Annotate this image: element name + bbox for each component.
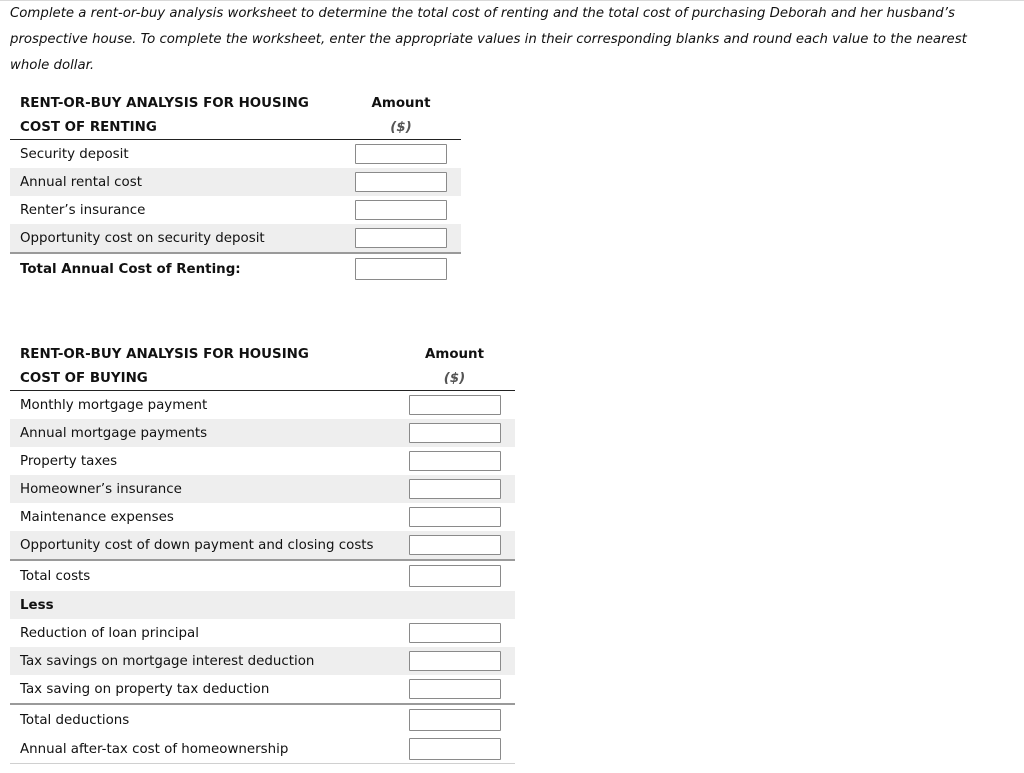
total-deductions-input[interactable] <box>409 709 501 731</box>
less-row <box>10 591 515 619</box>
renting-subheader-row <box>10 115 461 140</box>
buying-subheader-row <box>10 366 515 391</box>
renting-amount-header: Amount <box>371 95 431 111</box>
annual-rental-cost-input[interactable] <box>355 172 447 192</box>
buying-worksheet <box>10 342 515 764</box>
monthly-mortgage-payment-input[interactable] <box>409 395 501 415</box>
opportunity-cost-security-deposit-input[interactable] <box>355 228 447 248</box>
row-label: Renter’s insurance <box>20 202 146 218</box>
tax-savings-mortgage-interest-input[interactable] <box>409 651 501 671</box>
table-row <box>10 419 515 447</box>
annual-mortgage-payments-input[interactable] <box>409 423 501 443</box>
row-label: Tax saving on property tax deduction <box>20 681 270 697</box>
total-costs-label: Total costs <box>10 560 394 591</box>
security-deposit-input[interactable] <box>355 144 447 164</box>
table-row <box>10 503 515 531</box>
renting-unit-header: ($) <box>341 115 461 140</box>
maintenance-expenses-input[interactable] <box>409 507 501 527</box>
buying-subtitle: COST OF BUYING <box>10 366 394 391</box>
renting-subtitle: COST OF RENTING <box>10 115 341 140</box>
property-taxes-input[interactable] <box>409 451 501 471</box>
renters-insurance-input[interactable] <box>355 200 447 220</box>
table-row <box>10 140 461 169</box>
row-label: Opportunity cost of down payment and closing costs <box>10 531 394 560</box>
renting-total-label: Total Annual Cost of Renting: <box>10 253 341 284</box>
row-label: Annual rental cost <box>10 168 341 196</box>
renting-header-row <box>10 91 461 115</box>
total-costs-row <box>10 560 515 591</box>
homeowners-insurance-input[interactable] <box>409 479 501 499</box>
total-deductions-label: Total deductions <box>10 704 394 735</box>
after-tax-cost-label: Annual after-tax cost of homeownership <box>10 735 394 764</box>
table-row <box>10 675 515 704</box>
row-label: Tax savings on mortgage interest deduction <box>10 647 394 675</box>
after-tax-cost-row <box>10 735 515 764</box>
row-label: Monthly mortgage payment <box>20 397 208 413</box>
table-row <box>10 168 461 196</box>
table-row <box>10 196 461 224</box>
row-label: Reduction of loan principal <box>20 625 199 641</box>
row-label: Property taxes <box>20 453 118 469</box>
row-label: Maintenance expenses <box>20 509 174 525</box>
table-row <box>10 224 461 253</box>
opportunity-cost-down-payment-input[interactable] <box>409 535 501 555</box>
row-label: Opportunity cost on security deposit <box>10 224 341 253</box>
buying-header-row <box>10 342 515 366</box>
renting-worksheet <box>10 91 461 284</box>
table-row <box>10 447 515 475</box>
table-row <box>10 619 515 647</box>
renting-title: RENT-OR-BUY ANALYSIS FOR HOUSING <box>20 95 309 111</box>
table-row <box>10 647 515 675</box>
less-label: Less <box>10 591 394 619</box>
total-annual-cost-renting-input[interactable] <box>355 258 447 280</box>
tax-saving-property-tax-input[interactable] <box>409 679 501 699</box>
buying-unit-header: ($) <box>394 366 515 391</box>
renting-total-row <box>10 253 461 284</box>
buying-title: RENT-OR-BUY ANALYSIS FOR HOUSING <box>20 346 309 362</box>
buying-amount-header: Amount <box>425 346 484 362</box>
total-costs-input[interactable] <box>409 565 501 587</box>
table-row <box>10 391 515 420</box>
row-label: Homeowner’s insurance <box>10 475 394 503</box>
table-row <box>10 475 515 503</box>
annual-after-tax-cost-input[interactable] <box>409 738 501 760</box>
total-deductions-row <box>10 704 515 735</box>
instructions-text: Complete a rent-or-buy analysis worksheet to determine the total cost of renting and the total cost of purchasing Deborah and her husband’s prospective house. To complete the worksheet, enter the appropriate values in their corresponding blanks and round each value to the nearest whole dollar. <box>10 6 967 73</box>
row-label: Security deposit <box>20 146 129 162</box>
reduction-loan-principal-input[interactable] <box>409 623 501 643</box>
table-row <box>10 531 515 560</box>
row-label: Annual mortgage payments <box>10 419 394 447</box>
